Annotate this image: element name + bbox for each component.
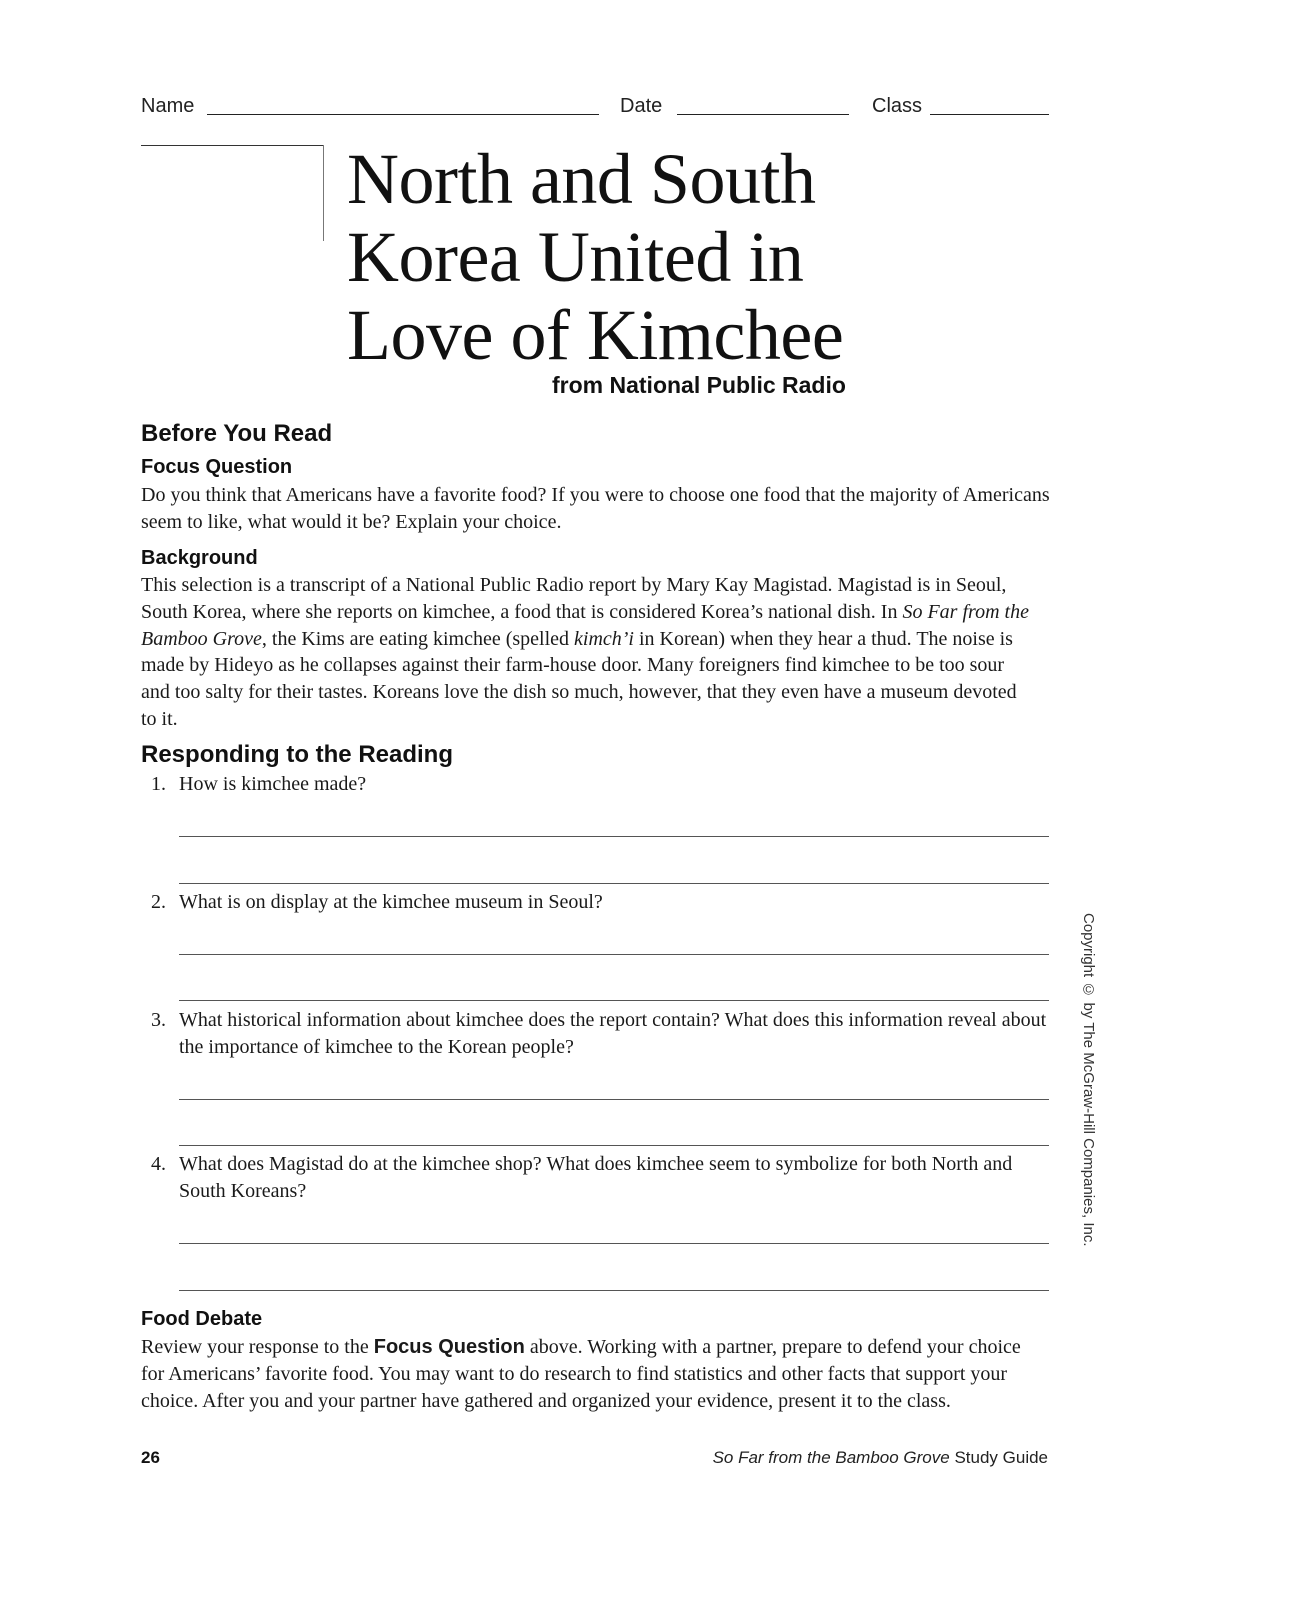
answer-line[interactable] [179,954,1049,955]
food-debate-text-part1: Review your response to the [141,1336,374,1358]
question-text: What historical information about kimchee does the report contain? What does this information reveal about the importance of kimchee to the Korean people? [179,1009,1047,1058]
responding-heading: Responding to the Reading [141,741,453,768]
question-text: How is kimchee made? [179,773,367,795]
background-text [141,572,1036,733]
page-number: 26 [141,1448,160,1467]
before-you-read-heading: Before You Read [141,420,333,447]
question-text: What is on display at the kimchee museum in Seoul? [179,891,603,913]
class-field[interactable] [930,114,1049,115]
title-rule-vertical [323,145,324,241]
background-text-part3: in Korean) when they hear a thud. The noise is made by Hideyo as he collapses against their farm-house door. Many foreigners find kimchee to be too sour and too salty for their tastes. Koreans love the dish so much, however, that they even have a museum devoted to it. [141,627,1017,730]
focus-question-heading: Focus Question [141,456,293,478]
date-label: Date [620,95,663,117]
question-number: 2. [151,891,166,913]
study-guide-title [713,1448,1048,1468]
date-field[interactable] [677,114,849,115]
focus-question-reference: Focus Question [373,1336,525,1358]
copyright-notice: Copyright © by The McGraw-Hill Companies, Inc. [1080,913,1097,1247]
guide-book-title: So Far from the Bamboo Grove [712,1448,950,1467]
question-text: What does Magistad do at the kimchee shop? What does kimchee seem to symbolize for both North and South Koreans? [179,1153,1013,1202]
page-title [347,140,843,374]
guide-suffix: Study Guide [949,1448,1048,1467]
name-label: Name [141,95,195,117]
background-heading: Background [141,547,258,569]
answer-line[interactable] [179,1290,1049,1291]
food-debate-text [141,1334,1046,1414]
title-line-2: Korea United in [347,217,804,297]
question-number: 1. [151,773,166,795]
class-label: Class [872,95,923,117]
answer-line[interactable] [179,836,1049,837]
korean-spelling: kimch’i [574,627,634,650]
question-number: 3. [151,1009,166,1031]
book-title: So Far from the Bamboo Grove [141,600,1029,650]
background-text-part1: This selection is a transcript of a National Public Radio report by Mary Kay Magistad. Magistad is in Seoul, South Korea, where she reports on kimchee, a food that is considered Korea’s national dish. In [141,574,1007,623]
title-line-1: North and South [347,139,816,219]
student-info-header [141,95,1049,119]
title-rule-horizontal [141,145,324,146]
background-text-part2: , the Kims are eating kimchee (spelled [261,627,575,650]
answer-line[interactable] [179,1000,1049,1001]
source-subtitle: from National Public Radio [552,372,846,398]
answer-line[interactable] [179,1243,1049,1244]
title-line-3: Love of Kimchee [347,295,844,375]
food-debate-text-part2: above. Working with a partner, prepare to defend your choice for Americans’ favorite food. You may want to do research to find statistics and other facts that support your choice. After you and your partner have gathered and organized your evidence, present it to the class. [141,1336,1021,1412]
name-field[interactable] [207,114,599,115]
answer-line[interactable] [179,1145,1049,1146]
food-debate-heading: Food Debate [141,1308,263,1330]
focus-question-text: Do you think that Americans have a favorite food? If you were to choose one food that the majority of Americans seem to like, what would it be? Explain your choice. [141,484,1050,533]
answer-line[interactable] [179,883,1049,884]
answer-line[interactable] [179,1099,1049,1100]
question-number: 4. [151,1153,166,1175]
